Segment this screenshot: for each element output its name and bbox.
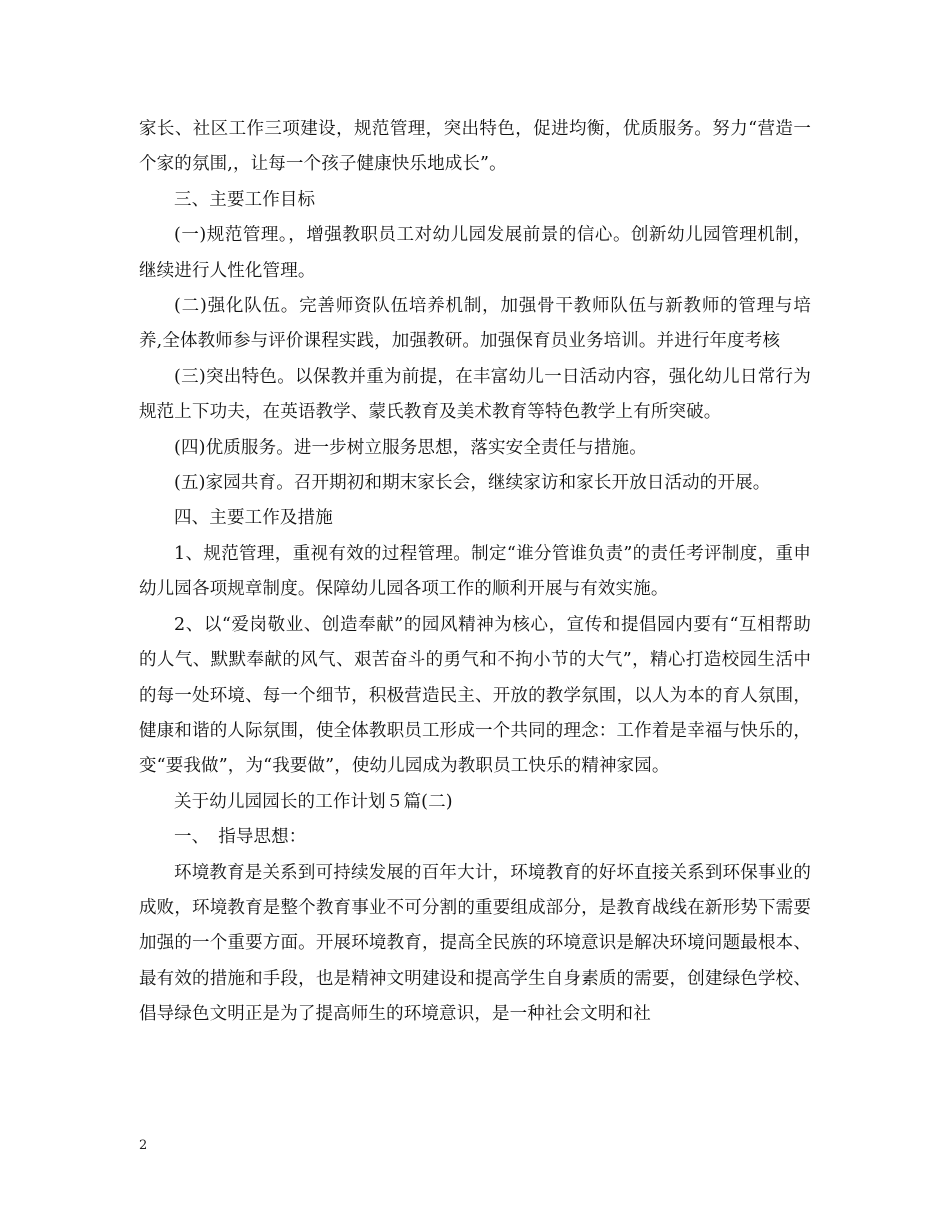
- paragraph: 环境教育是关系到可持续发展的百年大计，环境教育的好坏直接关系到环保事业的成败，环境教育是整个教育事业不可分割的重要组成部分，是教育战线在新形势下需要加强的一个重要方面。开展环境教育，提高全民族的环境意识是解决环境问题最根本、最有效的措施和手段，也是精神文明建设和提高学生自身素质的需要，创建绿色学校、倡导绿色文明正是为了提高师生的环境意识，是一种社会文明和社: [139, 862, 811, 1025]
- paragraph: (四)优质服务。进一步树立服务思想，落实安全责任与措施。: [174, 437, 647, 458]
- paragraph: 一、 指导思想：: [174, 827, 307, 848]
- paragraph: (二)强化队伍。完善师资队伍培养机制，加强骨干教师队伍与新教师的管理与培养,全体教师参与评价课程实践，加强教研。加强保育员业务培训。并进行年度考核: [139, 296, 811, 352]
- paragraph: 关于幼儿园园长的工作计划５篇(二): [174, 791, 453, 812]
- document-body: [139, 112, 811, 1033]
- paragraph: (三)突出特色。以保教并重为前提，在丰富幼儿一日活动内容，强化幼儿日常行为规范上下功夫，在英语教学、蒙氏教育及美术教育等特色教学上有所突破。: [139, 366, 811, 423]
- paragraph: (一)规范管理。，增强教职员工对幼儿园发展前景的信心。创新幼儿园管理机制，继续进行人性化管理。: [139, 225, 811, 281]
- paragraph: (五)家园共育。召开期初和期末家长会，继续家访和家长开放日活动的开展。: [174, 473, 771, 494]
- paragraph: 三、主要工作目标: [174, 189, 316, 210]
- paragraph: 家长、社区工作三项建设，规范管理，突出特色，促进均衡，优质服务。努力“营造一个家的氛围,，让每一个孩子健康快乐地成长”。: [139, 119, 811, 175]
- paragraph: 2、以“爱岗敬业、创造奉献”的园风精神为核心，宣传和提倡园内要有“互相帮助的人气、默默奉献的风气、艰苦奋斗的勇气和不拘小节的大气”，精心打造校园生活中的每一处环境、每一个细节，积极营造民主、开放的教学氛围，以人为本的育人氛围，健康和谐的人际氛围，使全体教职员工形成一个共同的理念：工作着是幸福与快乐的，变“要我做”，为“我要做”，使幼儿园成为教职员工快乐的精神家园。: [139, 614, 811, 777]
- page-number: 2: [139, 1138, 148, 1153]
- paragraph: 四、主要工作及措施: [174, 508, 333, 529]
- paragraph: 1、规范管理，重视有效的过程管理。制定“谁分管谁负责”的责任考评制度，重申幼儿园各项规章制度。保障幼儿园各项工作的顺利开展与有效实施。: [139, 543, 811, 600]
